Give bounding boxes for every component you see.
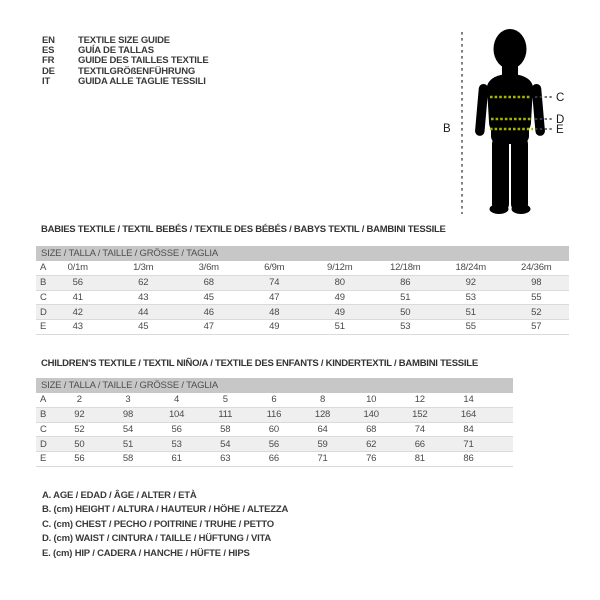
babies-row-hip <box>36 320 569 335</box>
row-label: C <box>36 290 45 305</box>
table-cell: 56 <box>45 275 111 290</box>
table-cell <box>493 407 513 422</box>
children-table-title: CHILDREN'S TEXTILE / TEXTIL NIÑO/A / TEXTILE DES ENFANTS / KINDERTEXTIL / BAMBINI TESSILE <box>41 358 478 369</box>
table-cell: 0/1m <box>45 261 111 275</box>
table-cell: 1/3m <box>111 261 177 275</box>
row-label: E <box>36 452 55 467</box>
table-cell: 45 <box>111 320 177 335</box>
table-cell: 53 <box>438 290 504 305</box>
table-cell: 62 <box>111 275 177 290</box>
legend-line-hip: E. (cm) HIP / CADERA / HANCHE / HÜFTE / HIPS <box>42 547 250 559</box>
legend-line-height: B. (cm) HEIGHT / ALTURA / HAUTEUR / HÖHE / ALTEZZA <box>42 504 289 516</box>
babies-row-chest <box>36 290 569 305</box>
waist-label: D <box>556 114 565 126</box>
table-cell: 49 <box>307 305 373 320</box>
table-cell: 4 <box>152 393 201 407</box>
table-cell: 116 <box>250 407 299 422</box>
table-cell: 3 <box>104 393 153 407</box>
row-label: C <box>36 422 55 437</box>
table-cell: 52 <box>504 305 570 320</box>
table-cell: 8 <box>298 393 347 407</box>
measurement-legend <box>42 489 288 561</box>
table-cell: 6/9m <box>242 261 308 275</box>
table-cell: 59 <box>298 437 347 452</box>
table-cell: 140 <box>347 407 396 422</box>
table-cell: 55 <box>438 320 504 335</box>
table-cell: 43 <box>45 320 111 335</box>
table-cell: 111 <box>201 407 250 422</box>
table-cell: 50 <box>55 437 104 452</box>
language-label: TEXTILE SIZE GUIDE <box>78 35 170 46</box>
table-cell: 54 <box>201 437 250 452</box>
table-cell <box>493 437 513 452</box>
table-cell: 66 <box>395 437 444 452</box>
table-cell: 51 <box>373 290 439 305</box>
table-cell: 49 <box>307 290 373 305</box>
babies-size-table <box>36 246 569 335</box>
table-cell: 57 <box>504 320 570 335</box>
table-cell: 12/18m <box>373 261 439 275</box>
row-label: A <box>36 261 45 275</box>
babies-row-height <box>36 275 569 290</box>
table-cell: 128 <box>298 407 347 422</box>
table-cell: 51 <box>307 320 373 335</box>
children-row-waist <box>36 437 513 452</box>
table-cell: 52 <box>55 422 104 437</box>
language-row-it <box>42 77 208 87</box>
table-cell: 2 <box>55 393 104 407</box>
language-label: GUÍA DE TALLAS <box>78 45 154 57</box>
table-cell <box>493 452 513 467</box>
table-cell: 84 <box>444 422 493 437</box>
table-cell: 86 <box>373 275 439 290</box>
children-size-table <box>36 378 513 467</box>
table-cell: 53 <box>373 320 439 335</box>
table-cell: 14 <box>444 393 493 407</box>
row-label: B <box>36 275 45 290</box>
children-row-height <box>36 407 513 422</box>
table-cell: 74 <box>242 275 308 290</box>
legend-line-chest: C. (cm) CHEST / PECHO / POITRINE / TRUHE / PETTO <box>42 518 274 530</box>
children-size-header-bar <box>36 378 513 393</box>
table-cell: 58 <box>201 422 250 437</box>
table-cell: 60 <box>250 422 299 437</box>
row-label: E <box>36 320 45 335</box>
row-label: B <box>36 407 55 422</box>
legend-line-age: A. AGE / EDAD / ÂGE / ALTER / ETÀ <box>42 490 197 501</box>
table-cell: 47 <box>176 320 242 335</box>
table-cell: 47 <box>242 290 308 305</box>
table-cell: 92 <box>438 275 504 290</box>
row-label: D <box>36 305 45 320</box>
table-cell: 74 <box>395 422 444 437</box>
children-row-age <box>36 393 513 407</box>
babies-size-header-bar <box>36 246 569 261</box>
children-row-chest <box>36 422 513 437</box>
table-cell: 46 <box>176 305 242 320</box>
table-cell: 49 <box>242 320 308 335</box>
table-cell: 64 <box>298 422 347 437</box>
table-cell: 62 <box>347 437 396 452</box>
table-cell: 152 <box>395 407 444 422</box>
table-cell: 71 <box>444 437 493 452</box>
table-cell: 42 <box>45 305 111 320</box>
table-cell: 51 <box>438 305 504 320</box>
table-cell <box>493 422 513 437</box>
table-cell: 98 <box>504 275 570 290</box>
children-row-hip <box>36 452 513 467</box>
table-cell: 10 <box>347 393 396 407</box>
table-cell: 80 <box>307 275 373 290</box>
language-label: TEXTILGRÖßENFÜHRUNG <box>78 65 196 77</box>
table-cell: 66 <box>250 452 299 467</box>
table-cell: 86 <box>444 452 493 467</box>
table-cell: 76 <box>347 452 396 467</box>
table-cell: 55 <box>504 290 570 305</box>
row-label: A <box>36 393 55 407</box>
table-cell: 92 <box>55 407 104 422</box>
table-cell: 12 <box>395 393 444 407</box>
table-cell: 43 <box>111 290 177 305</box>
babies-row-waist <box>36 305 569 320</box>
table-cell: 50 <box>373 305 439 320</box>
babies-row-age <box>36 261 569 275</box>
table-cell: 9/12m <box>307 261 373 275</box>
table-cell: 56 <box>55 452 104 467</box>
table-cell: 44 <box>111 305 177 320</box>
table-cell: 54 <box>104 422 153 437</box>
table-cell: 51 <box>104 437 153 452</box>
table-cell: 5 <box>201 393 250 407</box>
language-list <box>42 36 208 87</box>
child-silhouette-icon <box>475 29 546 214</box>
chest-label: C <box>556 92 565 104</box>
table-cell: 24/36m <box>504 261 570 275</box>
height-label: B <box>443 123 451 135</box>
language-code: EN <box>42 35 55 46</box>
row-label: D <box>36 437 55 452</box>
table-cell: 61 <box>152 452 201 467</box>
babies-table-title: BABIES TEXTILE / TEXTIL BEBÉS / TEXTILE DES BÉBÉS / BABYS TEXTIL / BAMBINI TESSILE <box>41 224 446 235</box>
table-cell: 63 <box>201 452 250 467</box>
language-code: ES <box>42 45 55 57</box>
table-cell: 68 <box>176 275 242 290</box>
table-cell: 68 <box>347 422 396 437</box>
table-cell: 41 <box>45 290 111 305</box>
table-cell: 48 <box>242 305 308 320</box>
table-cell: 164 <box>444 407 493 422</box>
table-cell <box>493 393 513 407</box>
size-header-label: SIZE / TALLA / TAILLE / GRÖSSE / TAGLIA <box>36 378 513 393</box>
table-cell: 98 <box>104 407 153 422</box>
table-cell: 56 <box>250 437 299 452</box>
language-code: FR <box>42 55 55 67</box>
language-code: DE <box>42 65 55 77</box>
child-figure-diagram <box>430 8 600 228</box>
language-code: IT <box>42 75 51 87</box>
table-cell: 104 <box>152 407 201 422</box>
language-label: GUIDE DES TAILLES TEXTILE <box>78 55 209 67</box>
table-cell: 53 <box>152 437 201 452</box>
table-cell: 18/24m <box>438 261 504 275</box>
table-cell: 6 <box>250 393 299 407</box>
legend-line-waist: D. (cm) WAIST / CINTURA / TAILLE / HÜFTUNG / VITA <box>42 533 272 545</box>
table-cell: 45 <box>176 290 242 305</box>
table-cell: 56 <box>152 422 201 437</box>
table-cell: 81 <box>395 452 444 467</box>
table-cell: 3/6m <box>176 261 242 275</box>
language-label: GUIDA ALLE TAGLIE TESSILI <box>78 75 206 87</box>
hip-label: E <box>556 124 564 136</box>
table-cell: 71 <box>298 452 347 467</box>
size-header-label: SIZE / TALLA / TAILLE / GRÖSSE / TAGLIA <box>36 246 569 261</box>
table-cell: 58 <box>104 452 153 467</box>
